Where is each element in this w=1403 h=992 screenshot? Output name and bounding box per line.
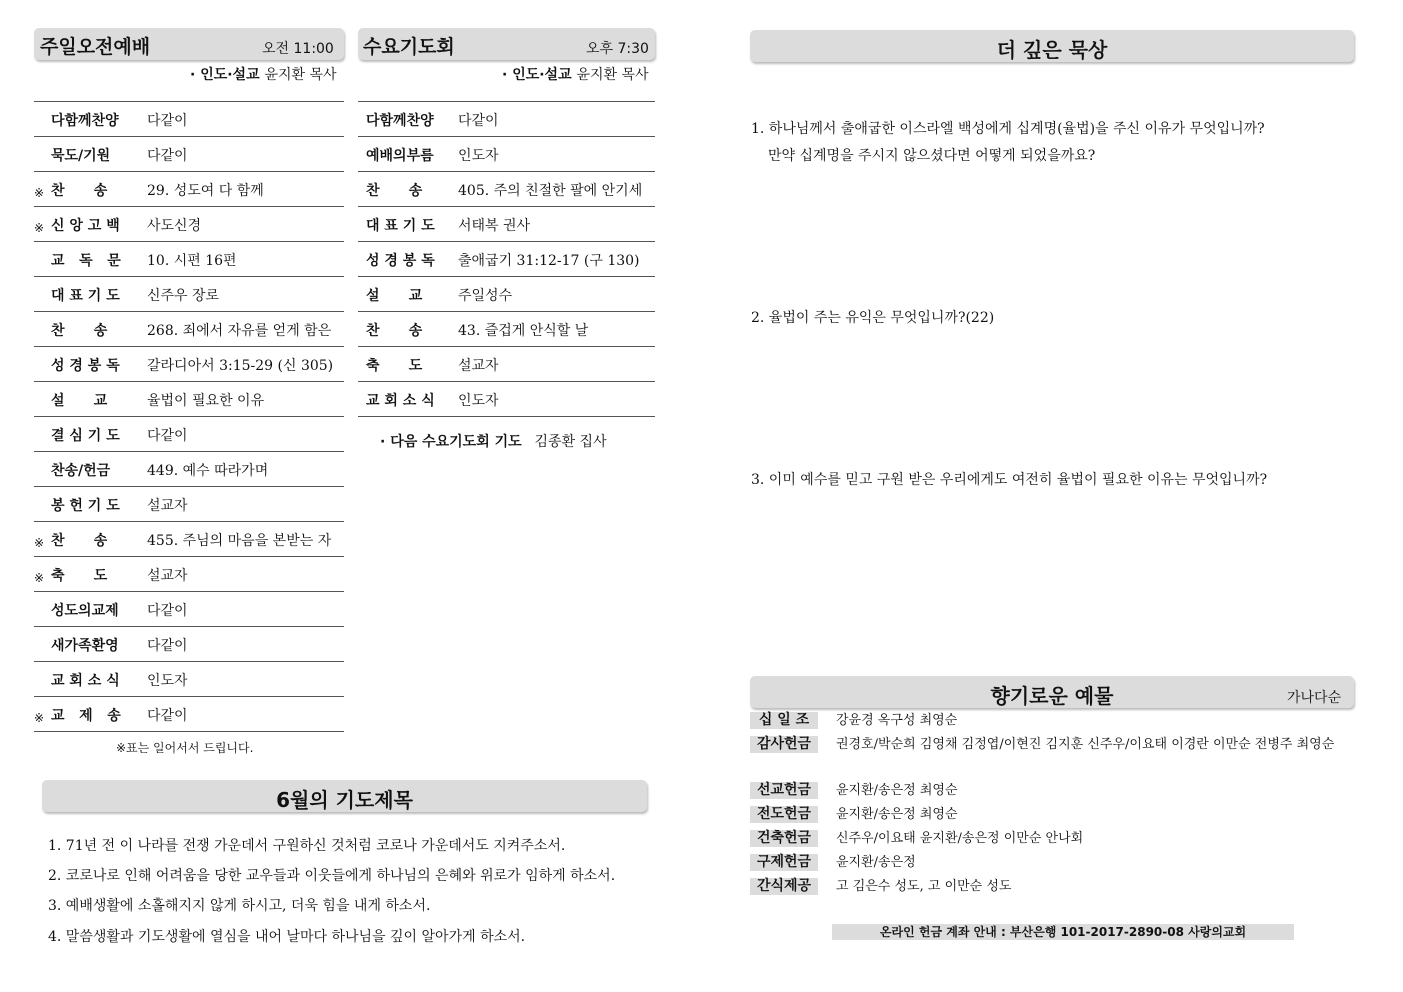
order-value: 율법이 필요한 이유 (147, 393, 265, 409)
order-value: 출애굽기 31:12-17 (구 130) (458, 253, 640, 269)
order-label: 성 경 봉 독 (51, 358, 120, 374)
offering-label: 십 일 조 (750, 712, 818, 729)
order-value: 주일성수 (458, 288, 513, 304)
question-1-continued: 만약 십계명을 주시지 않으셨다면 어떻게 되었을까요? (768, 148, 1096, 164)
order-label: 찬 송 (51, 323, 108, 339)
offering-names: 권경호/박순희 김영채 김정엽/이현진 김지훈 신주우/이요태 이경란 이만순 전병주 최영순 (836, 737, 1335, 752)
order-value: 사도신경 (147, 218, 202, 234)
order-row (358, 241, 655, 277)
next-prayer-name: 김종환 집사 (534, 434, 607, 450)
order-label: 다함께찬양 (366, 113, 434, 129)
order-label: 찬 송 (51, 183, 108, 199)
order-label: 설 교 (51, 393, 108, 409)
order-value: 갈라디아서 3:15-29 (신 305) (147, 358, 334, 374)
order-label: 찬 송 (366, 183, 423, 199)
sunday-leader-name: 윤지환 목사 (264, 67, 337, 83)
sunday-time: 오전 11:00 (262, 41, 334, 57)
order-value: 405. 주의 친절한 팔에 안기세 (458, 183, 643, 199)
online-offering-account: 온라인 헌금 계좌 안내 : 부산은행 101-2017-2890-08 사랑의교회 (832, 924, 1294, 940)
order-label: 교 회 소 식 (366, 393, 435, 409)
order-label: 축 도 (366, 358, 423, 374)
order-value: 10. 시편 16편 (147, 253, 237, 269)
order-row (34, 556, 344, 592)
wednesday-title: 수요기도회 (363, 36, 455, 58)
question-2: 2. 율법이 주는 유익은 무엇입니까?(22) (751, 310, 995, 326)
offering-label: 구제헌금 (750, 854, 818, 871)
offering-label: 감사헌금 (750, 736, 818, 753)
standing-mark: ※ (34, 536, 45, 550)
prayer-title: 6월의 기도제목 (276, 788, 413, 812)
order-row (358, 311, 655, 347)
order-row (358, 101, 655, 137)
order-label: 성도의교제 (51, 603, 119, 619)
order-row (358, 346, 655, 382)
order-value: 43. 즐겁게 안식할 날 (458, 323, 589, 339)
order-value: 다같이 (147, 603, 188, 619)
standing-note: ※표는 일어서서 드립니다. (116, 741, 254, 755)
wednesday-leader (502, 64, 649, 84)
order-row (34, 276, 344, 312)
order-label: 교 독 문 (51, 253, 121, 269)
order-row (34, 346, 344, 382)
next-wednesday-prayer (380, 431, 607, 451)
order-row (358, 136, 655, 172)
order-label: 다함께찬양 (51, 113, 119, 129)
order-value: 인도자 (458, 393, 499, 409)
offering-label: 전도헌금 (750, 806, 818, 823)
offering-names: 강윤경 옥구성 최영순 (836, 713, 958, 728)
wednesday-leader-name: 윤지환 목사 (576, 67, 649, 83)
order-row (34, 451, 344, 487)
offering-names: 윤지환/송은정 (836, 855, 916, 870)
order-row (358, 206, 655, 242)
order-value: 인도자 (147, 673, 188, 689)
order-row (34, 381, 344, 417)
order-label: 예배의부름 (366, 148, 434, 164)
order-row (358, 276, 655, 312)
order-value: 서태복 권사 (458, 218, 531, 234)
sunday-title: 주일오전예배 (40, 36, 151, 58)
standing-mark: ※ (34, 571, 45, 585)
order-label: 결 심 기 도 (51, 428, 120, 444)
offering-label: 선교헌금 (750, 782, 818, 799)
order-row (34, 206, 344, 242)
question-1: 1. 하나님께서 출애굽한 이스라엘 백성에게 십계명(율법)을 주신 이유가 무엇입니까? (751, 121, 1265, 137)
order-value: 다같이 (147, 113, 188, 129)
order-value: 다같이 (147, 428, 188, 444)
order-row (34, 241, 344, 277)
offering-names: 고 김은수 성도, 고 이만순 성도 (836, 879, 1012, 894)
sunday-leader-label: · 인도·설교 (190, 67, 260, 83)
order-label: 묵도/기원 (51, 148, 111, 164)
order-label: 새가족환영 (51, 638, 119, 654)
standing-mark: ※ (34, 221, 45, 235)
order-label: 축 도 (51, 568, 108, 584)
offering-order-note: 가나다순 (1287, 690, 1342, 706)
order-label: 신 앙 고 백 (51, 218, 120, 234)
order-row (34, 311, 344, 347)
order-row (358, 171, 655, 207)
prayer-item: 4. 말씀생활과 기도생활에 열심을 내어 날마다 하나님을 깊이 알아가게 하소서. (48, 929, 526, 945)
offering-label: 간식제공 (750, 878, 818, 895)
order-label: 교 회 소 식 (51, 673, 120, 689)
order-label: 교 제 송 (51, 708, 121, 724)
order-row (34, 521, 344, 557)
order-row (34, 661, 344, 697)
next-prayer-label: · 다음 수요기도회 기도 (380, 434, 522, 450)
order-row (34, 626, 344, 662)
sunday-leader (190, 64, 337, 84)
offering-names: 윤지환/송은정 최영순 (836, 807, 958, 822)
order-value: 268. 죄에서 자유를 얻게 함은 (147, 323, 332, 339)
order-label: 찬송/헌금 (51, 463, 111, 479)
order-row (34, 416, 344, 452)
order-value: 다같이 (147, 148, 188, 164)
order-label: 대 표 기 도 (366, 218, 435, 234)
prayer-item: 3. 예배생활에 소홀해지지 않게 하시고, 더욱 힘을 내게 하소서. (48, 898, 431, 914)
wednesday-time: 오후 7:30 (586, 41, 649, 57)
order-value: 설교자 (458, 358, 499, 374)
prayer-item: 2. 코로나로 인해 어려움을 당한 교우들과 이웃들에게 하나님의 은혜와 위로가 임하게 하소서. (48, 868, 616, 884)
order-row (34, 591, 344, 627)
order-label: 설 교 (366, 288, 423, 304)
offering-names: 신주우/이요태 윤지환/송은정 이만순 안나회 (836, 831, 1084, 846)
order-value: 455. 주님의 마음을 본받는 자 (147, 533, 332, 549)
offering-title: 향기로운 예물 (990, 684, 1114, 708)
order-row (34, 136, 344, 172)
offering-names: 윤지환/송은정 최영순 (836, 783, 958, 798)
wednesday-leader-label: · 인도·설교 (502, 67, 572, 83)
order-label: 봉 헌 기 도 (51, 498, 120, 514)
order-row (34, 171, 344, 207)
offering-label: 건축헌금 (750, 830, 818, 847)
order-value: 다같이 (147, 708, 188, 724)
order-value: 다같이 (458, 113, 499, 129)
order-label: 성 경 봉 독 (366, 253, 435, 269)
order-row (358, 381, 655, 417)
standing-mark: ※ (34, 711, 45, 725)
order-row (34, 101, 344, 137)
order-value: 449. 예수 따라가며 (147, 463, 269, 479)
order-row (34, 696, 344, 732)
standing-mark: ※ (34, 186, 45, 200)
order-value: 다같이 (147, 638, 188, 654)
order-value: 인도자 (458, 148, 499, 164)
question-3: 3. 이미 예수를 믿고 구원 받은 우리에게도 여전히 율법이 필요한 이유는 무엇입니까? (751, 472, 1268, 488)
order-value: 설교자 (147, 498, 188, 514)
prayer-item: 1. 71년 전 이 나라를 전쟁 가운데서 구원하신 것처럼 코로나 가운데서도 지켜주소서. (48, 838, 566, 854)
order-label: 대 표 기 도 (51, 288, 120, 304)
order-value: 29. 성도여 다 함께 (147, 183, 264, 199)
order-value: 설교자 (147, 568, 188, 584)
order-value: 신주우 장로 (147, 288, 220, 304)
order-row (34, 486, 344, 522)
order-label: 찬 송 (51, 533, 108, 549)
order-label: 찬 송 (366, 323, 423, 339)
meditation-title: 더 깊은 묵상 (996, 38, 1108, 62)
